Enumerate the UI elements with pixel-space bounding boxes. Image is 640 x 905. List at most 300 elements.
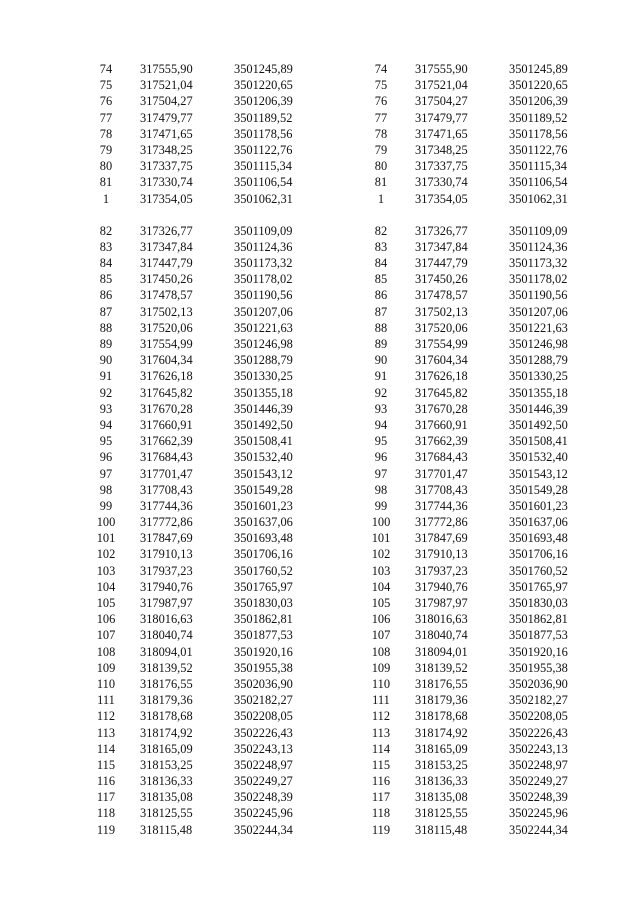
x-coordinate: 317940,76 xyxy=(140,579,193,594)
point-number: 89 xyxy=(374,337,388,351)
y-coordinate: 3501330,25 xyxy=(509,369,568,384)
point-number: 104 xyxy=(371,579,391,594)
point-number: 88 xyxy=(374,320,388,335)
y-coordinate: 3501124,36 xyxy=(509,239,568,254)
point-number: 78 xyxy=(99,126,113,141)
x-coordinate: 317326,77 xyxy=(140,223,193,238)
x-coordinate: 317684,43 xyxy=(415,450,468,465)
point-number: 79 xyxy=(374,142,388,157)
x-coordinate: 318178,68 xyxy=(140,709,193,724)
table-row xyxy=(90,805,324,821)
point-number: 80 xyxy=(374,159,388,174)
point-number: 93 xyxy=(99,401,113,416)
y-coordinate: 3501109,09 xyxy=(234,223,293,238)
x-coordinate: 317348,25 xyxy=(140,142,193,157)
point-number: 107 xyxy=(96,628,116,643)
x-coordinate: 318176,55 xyxy=(140,676,193,691)
point-number: 116 xyxy=(96,774,116,789)
table-row xyxy=(90,320,324,336)
point-number: 115 xyxy=(96,757,116,772)
x-coordinate: 318016,63 xyxy=(140,612,193,627)
x-coordinate: 317670,28 xyxy=(415,401,468,416)
point-number: 117 xyxy=(371,790,391,805)
table-row xyxy=(90,741,324,757)
x-coordinate: 317504,27 xyxy=(140,94,193,109)
table-row xyxy=(90,158,324,174)
y-coordinate: 3501760,52 xyxy=(509,563,568,578)
y-coordinate: 3501207,06 xyxy=(234,304,293,319)
y-coordinate: 3501207,06 xyxy=(509,304,568,319)
point-number: 76 xyxy=(99,94,113,109)
y-coordinate: 3501492,50 xyxy=(234,417,293,432)
y-coordinate: 3501830,03 xyxy=(509,596,568,610)
point-number: 95 xyxy=(99,434,113,449)
point-number: 103 xyxy=(96,563,116,578)
point-number: 91 xyxy=(99,369,113,384)
point-number: 102 xyxy=(371,547,391,562)
x-coordinate: 317910,13 xyxy=(140,547,193,562)
point-number: 80 xyxy=(99,159,113,174)
y-coordinate: 3501190,56 xyxy=(509,288,568,303)
point-number: 119 xyxy=(96,822,116,837)
y-coordinate: 3502249,27 xyxy=(234,774,293,789)
table-row xyxy=(365,93,599,109)
x-coordinate: 317555,90 xyxy=(140,62,193,76)
y-coordinate: 3501178,02 xyxy=(234,272,293,287)
x-coordinate: 318165,09 xyxy=(415,741,468,756)
point-number: 93 xyxy=(374,401,388,416)
table-row xyxy=(90,385,324,401)
table-row xyxy=(365,352,599,368)
y-coordinate: 3501106,54 xyxy=(509,175,568,190)
x-coordinate: 318174,92 xyxy=(415,725,468,740)
group-spacer xyxy=(365,207,599,223)
point-number: 107 xyxy=(371,628,391,643)
x-coordinate: 318179,36 xyxy=(415,693,468,708)
y-coordinate: 3501173,32 xyxy=(234,256,293,271)
coordinates-table-left xyxy=(90,61,324,838)
point-number: 75 xyxy=(374,78,388,93)
point-number: 92 xyxy=(374,385,388,400)
point-number: 79 xyxy=(99,142,113,157)
x-coordinate: 317708,43 xyxy=(140,482,193,497)
y-coordinate: 3501532,40 xyxy=(234,450,293,465)
y-coordinate: 3501446,39 xyxy=(509,401,568,416)
point-number: 111 xyxy=(372,693,390,708)
table-row xyxy=(365,61,599,77)
y-coordinate: 3502182,27 xyxy=(509,693,568,708)
y-coordinate: 3502243,13 xyxy=(234,741,293,756)
y-coordinate: 3501693,48 xyxy=(234,531,293,546)
y-coordinate: 3501246,98 xyxy=(234,337,293,351)
point-number: 85 xyxy=(374,272,388,287)
table-row xyxy=(365,627,599,643)
x-coordinate: 317847,69 xyxy=(140,531,193,546)
table-row xyxy=(365,320,599,336)
table-row xyxy=(90,417,324,433)
y-coordinate: 3501532,40 xyxy=(509,450,568,465)
point-number: 98 xyxy=(99,482,113,497)
point-number: 99 xyxy=(99,498,113,513)
y-coordinate: 3502208,05 xyxy=(234,709,293,724)
x-coordinate: 317684,43 xyxy=(140,450,193,465)
x-coordinate: 318040,74 xyxy=(415,628,468,643)
x-coordinate: 317645,82 xyxy=(415,385,468,400)
point-number: 78 xyxy=(374,126,388,141)
y-coordinate: 3502248,97 xyxy=(234,757,293,772)
x-coordinate: 317479,77 xyxy=(415,110,468,125)
x-coordinate: 317326,77 xyxy=(415,223,468,238)
y-coordinate: 3501508,41 xyxy=(234,434,293,449)
x-coordinate: 318115,48 xyxy=(140,822,193,837)
x-coordinate: 317937,23 xyxy=(140,563,193,578)
point-number: 103 xyxy=(371,563,391,578)
x-coordinate: 318094,01 xyxy=(415,644,468,659)
y-coordinate: 3502248,97 xyxy=(509,757,568,772)
point-number: 75 xyxy=(99,78,113,93)
y-coordinate: 3501706,16 xyxy=(234,547,293,562)
point-number: 88 xyxy=(99,320,113,335)
point-number: 95 xyxy=(374,434,388,449)
y-coordinate: 3501220,65 xyxy=(509,78,568,93)
point-number: 118 xyxy=(371,806,391,821)
table-row xyxy=(90,401,324,417)
table-row xyxy=(365,482,599,498)
y-coordinate: 3501920,16 xyxy=(509,644,568,659)
table-row xyxy=(90,223,324,239)
x-coordinate: 317626,18 xyxy=(415,369,468,384)
table-row xyxy=(365,741,599,757)
x-coordinate: 317347,84 xyxy=(415,239,468,254)
table-row xyxy=(90,611,324,627)
y-coordinate: 3501601,23 xyxy=(234,498,293,513)
x-coordinate: 317478,57 xyxy=(415,288,468,303)
table-row xyxy=(90,110,324,126)
x-coordinate: 317987,97 xyxy=(140,596,193,610)
y-coordinate: 3501190,56 xyxy=(234,288,293,303)
y-coordinate: 3501355,18 xyxy=(234,385,293,400)
point-number: 114 xyxy=(96,741,116,756)
table-row xyxy=(365,174,599,190)
y-coordinate: 3501221,63 xyxy=(234,320,293,335)
x-coordinate: 317701,47 xyxy=(140,466,193,481)
x-coordinate: 317521,04 xyxy=(415,78,468,93)
point-number: 110 xyxy=(96,676,116,691)
x-coordinate: 317662,39 xyxy=(140,434,193,449)
point-number: 113 xyxy=(371,725,391,740)
x-coordinate: 317604,34 xyxy=(415,353,468,368)
point-number: 96 xyxy=(99,450,113,465)
x-coordinate: 318178,68 xyxy=(415,709,468,724)
point-number: 81 xyxy=(374,175,388,190)
y-coordinate: 3501508,41 xyxy=(509,434,568,449)
y-coordinate: 3501549,28 xyxy=(509,482,568,497)
table-row xyxy=(365,563,599,579)
x-coordinate: 317520,06 xyxy=(415,320,468,335)
y-coordinate: 3501765,97 xyxy=(234,579,293,594)
x-coordinate: 317626,18 xyxy=(140,369,193,384)
y-coordinate: 3501115,34 xyxy=(234,159,292,174)
x-coordinate: 317940,76 xyxy=(415,579,468,594)
y-coordinate: 3501189,52 xyxy=(234,110,293,125)
point-number: 97 xyxy=(99,466,113,481)
x-coordinate: 317660,91 xyxy=(415,417,468,432)
point-number: 101 xyxy=(96,531,116,546)
table-row xyxy=(90,773,324,789)
table-row xyxy=(365,466,599,482)
table-row xyxy=(90,304,324,320)
x-coordinate: 317670,28 xyxy=(140,401,193,416)
table-row xyxy=(365,579,599,595)
x-coordinate: 317701,47 xyxy=(415,466,468,481)
table-row xyxy=(90,433,324,449)
x-coordinate: 317479,77 xyxy=(140,110,193,125)
y-coordinate: 3501122,76 xyxy=(234,142,293,157)
table-row xyxy=(365,287,599,303)
point-number: 119 xyxy=(371,822,391,837)
table-row xyxy=(90,757,324,773)
x-coordinate: 317937,23 xyxy=(415,563,468,578)
x-coordinate: 318139,52 xyxy=(140,660,193,675)
x-coordinate: 317502,13 xyxy=(140,304,193,319)
point-number: 118 xyxy=(96,806,116,821)
x-coordinate: 317520,06 xyxy=(140,320,193,335)
point-number: 87 xyxy=(374,304,388,319)
table-row xyxy=(90,271,324,287)
coordinates-table-right xyxy=(365,61,599,838)
table-row xyxy=(365,595,599,611)
point-number: 84 xyxy=(99,256,113,271)
table-row xyxy=(365,514,599,530)
point-number: 1 xyxy=(102,191,110,206)
point-number: 85 xyxy=(99,272,113,287)
table-row xyxy=(365,385,599,401)
table-row xyxy=(365,789,599,805)
point-number: 84 xyxy=(374,256,388,271)
x-coordinate: 317604,34 xyxy=(140,353,193,368)
y-coordinate: 3501109,09 xyxy=(509,223,568,238)
point-number: 105 xyxy=(371,596,391,610)
y-coordinate: 3501601,23 xyxy=(509,498,568,513)
table-row xyxy=(365,708,599,724)
y-coordinate: 3501062,31 xyxy=(509,191,568,206)
point-number: 105 xyxy=(96,596,116,610)
table-row xyxy=(90,93,324,109)
x-coordinate: 318115,48 xyxy=(415,822,468,837)
table-row xyxy=(365,692,599,708)
y-coordinate: 3501245,89 xyxy=(509,62,568,76)
point-number: 96 xyxy=(374,450,388,465)
point-number: 110 xyxy=(371,676,391,691)
point-number: 90 xyxy=(99,353,113,368)
x-coordinate: 317502,13 xyxy=(415,304,468,319)
y-coordinate: 3501173,32 xyxy=(509,256,568,271)
x-coordinate: 317662,39 xyxy=(415,434,468,449)
point-number: 108 xyxy=(371,644,391,659)
table-row xyxy=(90,708,324,724)
y-coordinate: 3501637,06 xyxy=(509,515,568,530)
table-row xyxy=(90,239,324,255)
x-coordinate: 318094,01 xyxy=(140,644,193,659)
point-number: 117 xyxy=(96,790,116,805)
table-row xyxy=(365,255,599,271)
point-number: 76 xyxy=(374,94,388,109)
table-row xyxy=(365,773,599,789)
point-number: 87 xyxy=(99,304,113,319)
x-coordinate: 318125,55 xyxy=(140,806,193,821)
point-number: 114 xyxy=(371,741,391,756)
point-number: 81 xyxy=(99,175,113,190)
x-coordinate: 317554,99 xyxy=(140,337,193,351)
point-number: 116 xyxy=(371,774,391,789)
table-row xyxy=(365,417,599,433)
point-number: 113 xyxy=(96,725,116,740)
table-row xyxy=(365,304,599,320)
y-coordinate: 3501206,39 xyxy=(509,94,568,109)
y-coordinate: 3501543,12 xyxy=(509,466,568,481)
table-row xyxy=(365,271,599,287)
x-coordinate: 317447,79 xyxy=(140,256,193,271)
table-row xyxy=(365,644,599,660)
y-coordinate: 3502244,34 xyxy=(234,822,293,837)
y-coordinate: 3501221,63 xyxy=(509,320,568,335)
x-coordinate: 317645,82 xyxy=(140,385,193,400)
point-number: 77 xyxy=(374,110,388,125)
table-row xyxy=(365,110,599,126)
point-number: 99 xyxy=(374,498,388,513)
x-coordinate: 317347,84 xyxy=(140,239,193,254)
table-row xyxy=(90,725,324,741)
y-coordinate: 3501062,31 xyxy=(234,191,293,206)
table-row xyxy=(365,676,599,692)
x-coordinate: 318135,08 xyxy=(140,790,193,805)
x-coordinate: 317847,69 xyxy=(415,531,468,546)
x-coordinate: 318165,09 xyxy=(140,741,193,756)
y-coordinate: 3502249,27 xyxy=(509,774,568,789)
table-row xyxy=(90,352,324,368)
x-coordinate: 317478,57 xyxy=(140,288,193,303)
point-number: 83 xyxy=(374,239,388,254)
x-coordinate: 317910,13 xyxy=(415,547,468,562)
y-coordinate: 3501245,89 xyxy=(234,62,293,76)
x-coordinate: 317450,26 xyxy=(415,272,468,287)
x-coordinate: 317354,05 xyxy=(140,191,193,206)
x-coordinate: 317354,05 xyxy=(415,191,468,206)
y-coordinate: 3501877,53 xyxy=(234,628,293,643)
x-coordinate: 317471,65 xyxy=(140,126,193,141)
y-coordinate: 3501830,03 xyxy=(234,596,293,610)
x-coordinate: 318040,74 xyxy=(140,628,193,643)
table-row xyxy=(365,822,599,838)
x-coordinate: 318135,08 xyxy=(415,790,468,805)
table-row xyxy=(365,239,599,255)
x-coordinate: 317337,75 xyxy=(140,159,193,174)
y-coordinate: 3501178,56 xyxy=(234,126,293,141)
x-coordinate: 318136,33 xyxy=(415,774,468,789)
point-number: 106 xyxy=(96,612,116,627)
x-coordinate: 317330,74 xyxy=(415,175,468,190)
y-coordinate: 3501955,38 xyxy=(509,660,568,675)
table-row xyxy=(365,77,599,93)
x-coordinate: 317744,36 xyxy=(140,498,193,513)
point-number: 108 xyxy=(96,644,116,659)
y-coordinate: 3502036,90 xyxy=(509,676,568,691)
table-row xyxy=(90,644,324,660)
table-row xyxy=(365,223,599,239)
x-coordinate: 317660,91 xyxy=(140,417,193,432)
point-number: 77 xyxy=(99,110,113,125)
point-number: 90 xyxy=(374,353,388,368)
y-coordinate: 3501862,81 xyxy=(234,612,293,627)
point-number: 74 xyxy=(374,62,388,76)
y-coordinate: 3501492,50 xyxy=(509,417,568,432)
y-coordinate: 3502245,96 xyxy=(509,806,568,821)
table-row xyxy=(90,530,324,546)
table-row xyxy=(365,546,599,562)
y-coordinate: 3502243,13 xyxy=(509,741,568,756)
x-coordinate: 317471,65 xyxy=(415,126,468,141)
y-coordinate: 3501355,18 xyxy=(509,385,568,400)
table-row xyxy=(90,498,324,514)
table-row xyxy=(365,498,599,514)
point-number: 89 xyxy=(99,337,113,351)
table-row xyxy=(90,449,324,465)
y-coordinate: 3501178,02 xyxy=(509,272,568,287)
point-number: 111 xyxy=(97,693,115,708)
point-number: 94 xyxy=(99,417,113,432)
table-row xyxy=(365,158,599,174)
x-coordinate: 317987,97 xyxy=(415,596,468,610)
y-coordinate: 3501115,34 xyxy=(509,159,567,174)
x-coordinate: 317337,75 xyxy=(415,159,468,174)
point-number: 92 xyxy=(99,385,113,400)
table-row xyxy=(365,660,599,676)
x-coordinate: 318125,55 xyxy=(415,806,468,821)
y-coordinate: 3501189,52 xyxy=(509,110,568,125)
y-coordinate: 3501124,36 xyxy=(234,239,293,254)
point-number: 86 xyxy=(99,288,113,303)
y-coordinate: 3502226,43 xyxy=(234,725,293,740)
y-coordinate: 3502248,39 xyxy=(509,790,568,805)
point-number: 74 xyxy=(99,62,113,76)
table-row xyxy=(365,530,599,546)
table-row xyxy=(90,822,324,838)
table-row xyxy=(90,660,324,676)
table-row xyxy=(90,466,324,482)
x-coordinate: 317447,79 xyxy=(415,256,468,271)
point-number: 1 xyxy=(377,191,385,206)
y-coordinate: 3501549,28 xyxy=(234,482,293,497)
x-coordinate: 317708,43 xyxy=(415,482,468,497)
point-number: 82 xyxy=(374,223,388,238)
table-row xyxy=(90,77,324,93)
x-coordinate: 317772,86 xyxy=(415,515,468,530)
table-row xyxy=(90,579,324,595)
table-row xyxy=(90,368,324,384)
table-row xyxy=(365,368,599,384)
y-coordinate: 3501106,54 xyxy=(234,175,293,190)
x-coordinate: 318016,63 xyxy=(415,612,468,627)
table-row xyxy=(90,595,324,611)
table-row xyxy=(90,692,324,708)
table-row xyxy=(90,482,324,498)
y-coordinate: 3501693,48 xyxy=(509,531,568,546)
table-row xyxy=(365,805,599,821)
point-number: 83 xyxy=(99,239,113,254)
y-coordinate: 3502036,90 xyxy=(234,676,293,691)
x-coordinate: 318176,55 xyxy=(415,676,468,691)
table-row xyxy=(365,449,599,465)
